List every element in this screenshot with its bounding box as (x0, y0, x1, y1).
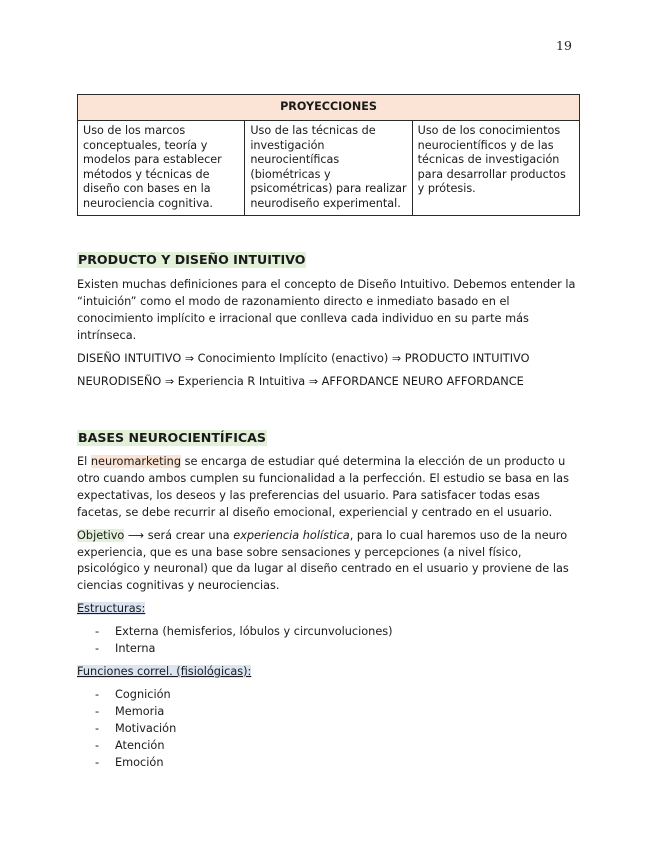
dash-bullet: - (95, 642, 100, 656)
intuitive-design-paragraph: Existen muchas definiciones para el concepto de Diseño Intuitivo. Debemos entender la “intuición” como el modo de razonamiento directo e inmediato basado en el conocimiento implícito e irracional que conlleva cada individuo en su parte más intrínseca. (77, 278, 576, 342)
dash-bullet: - (95, 755, 100, 769)
section-bases-neurocientificas (77, 427, 580, 771)
estructuras-label-line (77, 601, 580, 618)
table-cell-1: Uso de los marcos conceptuales, teoría y modelos para establecer métodos y técnicas de diseño con bases en la neurociencia cognitiva. (78, 121, 245, 216)
section-heading-bases: BASES NEUROCIENTÍFICAS (78, 430, 266, 445)
list-item-label: Atención (115, 738, 165, 752)
list-item-label: Interna (115, 642, 156, 656)
dash-bullet: - (95, 721, 100, 735)
estructuras-label: Estructuras: (77, 602, 146, 616)
dash-bullet: - (95, 704, 100, 718)
text-italic: experiencia holística (233, 528, 350, 542)
list-item (77, 624, 580, 641)
intuitive-chain-line (77, 351, 580, 368)
projections-table (77, 94, 580, 216)
funciones-label: Funciones correl. (fisiológicas): (77, 664, 252, 678)
funciones-list (77, 687, 580, 772)
chain-item: PRODUCTO INTUITIVO (404, 351, 530, 365)
list-item (77, 704, 580, 721)
chain-item: Experiencia R Intuitiva (177, 374, 306, 388)
implies-arrow: ⇒ (164, 374, 175, 388)
text-run: ⟶ será crear una (124, 528, 234, 542)
list-item-label: Motivación (115, 721, 177, 735)
neurodesign-chain-line (77, 374, 580, 391)
implies-arrow: ⇒ (308, 374, 319, 388)
chain-item: AFFORDANCE NEURO AFFORDANCE (321, 374, 524, 388)
table-cell-2: Uso de las técnicas de investigación neurocientíficas (biométricas y psicométricas) para realizar neurodiseño experimental. (245, 121, 412, 216)
objective-label: Objetivo (77, 528, 125, 542)
list-item-label: Memoria (115, 704, 165, 718)
list-item-label: Externa (hemisferios, lóbulos y circunvoluciones) (115, 625, 393, 639)
section-producto-diseno (77, 249, 580, 390)
list-item (77, 687, 580, 704)
chain-item: Conocimiento Implícito (enactivo) (197, 351, 389, 365)
list-item (77, 721, 580, 738)
list-item-label: Cognición (115, 687, 171, 701)
chain-item: NEURODISEÑO (77, 374, 162, 388)
neuromarketing-paragraph (77, 454, 580, 522)
text-run: , para lo cual haremos uso de la neuro experiencia, que es una base sobre sensaciones y percepciones (a nivel físico, psicológico y neuronal) que da lugar al diseño centrado en el usuario y proviene de las ciencias cognitivas y neurociencias. (77, 528, 569, 593)
page-number: 19 (556, 38, 572, 53)
table-header: PROYECCIONES (78, 95, 580, 121)
neuromarketing-highlight: neuromarketing (90, 455, 182, 468)
dash-bullet: - (95, 687, 100, 701)
objective-paragraph (77, 528, 580, 596)
implies-arrow: ⇒ (391, 351, 402, 365)
chain-item: DISEÑO INTUITIVO (77, 351, 182, 365)
text-run: El (77, 455, 91, 468)
list-item-label: Emoción (115, 755, 164, 769)
section-heading-producto: PRODUCTO Y DISEÑO INTUITIVO (78, 252, 306, 267)
list-item (77, 755, 580, 772)
text-run: se encarga de estudiar qué determina la elección de un producto u otro cuando ambos cumplen su funcionalidad a la perfección. El estudio se basa en las expectativas, los deseos y las preferencias del usuario. Para satisfacer todas esas facetas, se debe recurrir al diseño emocional, experiencial y centrado en el usuario. (77, 455, 569, 519)
implies-arrow: ⇒ (184, 351, 195, 365)
estructuras-list (77, 624, 580, 658)
dash-bullet: - (95, 738, 100, 752)
table-cell-3: Uso de los conocimientos neurocientíficos y de las técnicas de investigación para desarrollar productos y prótesis. (412, 121, 579, 216)
list-item (77, 641, 580, 658)
funciones-label-line (77, 664, 580, 681)
list-item (77, 738, 580, 755)
dash-bullet: - (95, 625, 100, 639)
